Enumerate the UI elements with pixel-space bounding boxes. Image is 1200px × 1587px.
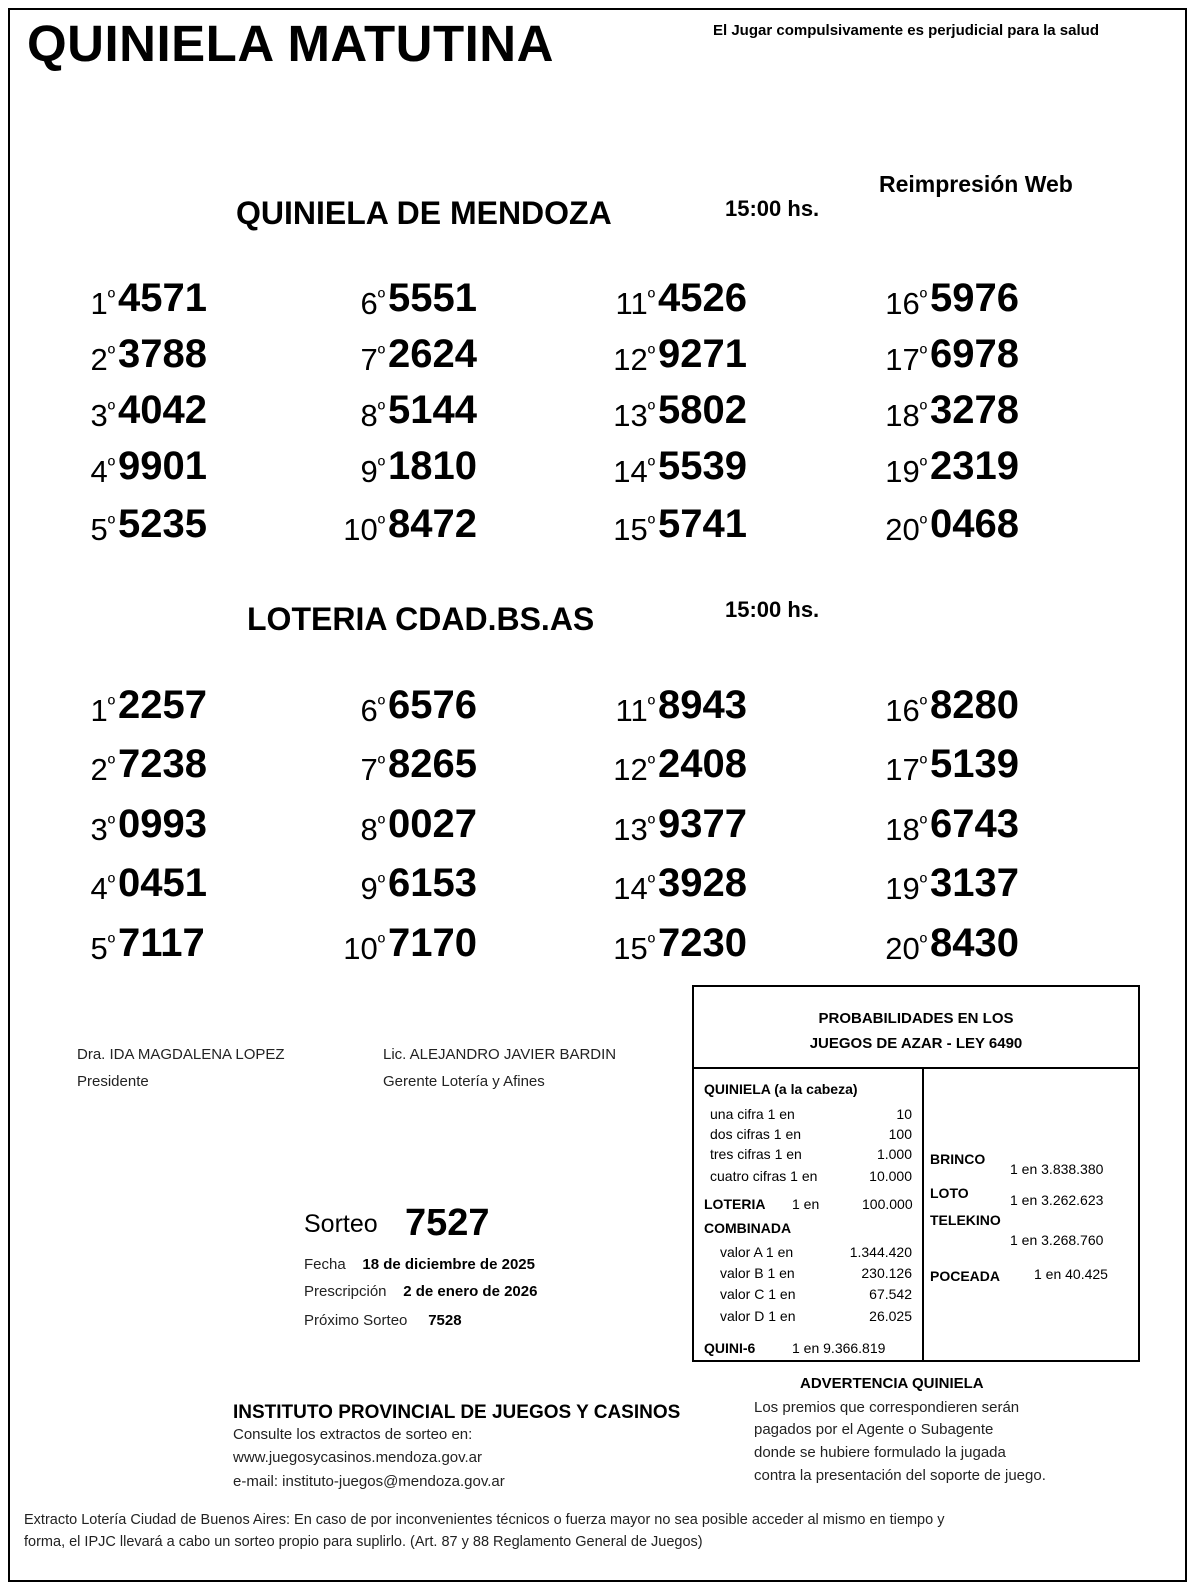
quini6-prob-value: 1 en 9.366.819	[792, 1340, 886, 1356]
fecha-label: Fecha	[304, 1256, 346, 1273]
quiniela-prob-title: QUINIELA (a la cabeza)	[704, 1081, 858, 1097]
mendoza-result-14	[600, 444, 760, 494]
bsas-result-14	[600, 861, 760, 911]
mendoza-result-17	[872, 332, 1032, 382]
quiniela-rows-value: 10.000	[869, 1168, 912, 1184]
result-position: $7^º$	[360, 342, 385, 377]
probabilities-left-panel	[692, 1067, 924, 1362]
result-position: $3^º$	[90, 812, 115, 847]
loteria-prob-label: LOTERIA	[704, 1196, 766, 1212]
result-position: $6^º$	[360, 286, 385, 321]
result-position: $14^º$	[613, 454, 655, 489]
sorteo-proximo	[304, 1312, 462, 1329]
result-position: $19^º$	[885, 871, 927, 906]
mendoza-result-2	[60, 332, 220, 382]
telekino-prob-value: 1 en 3.268.760	[1010, 1232, 1104, 1248]
mendoza-result-10	[330, 502, 490, 552]
result-position: $13^º$	[613, 812, 655, 847]
result-position: $6^º$	[360, 693, 385, 728]
result-position: $7^º$	[360, 752, 385, 787]
result-position: $5^º$	[90, 512, 115, 547]
mendoza-result-19	[872, 444, 1032, 494]
result-number: 9377	[658, 802, 747, 846]
bsas-title: LOTERIA CDAD.BS.AS	[247, 601, 595, 637]
signature-president	[77, 1041, 285, 1095]
sorteo-label: Sorteo	[304, 1210, 378, 1238]
mendoza-result-16	[872, 276, 1032, 326]
result-number: 8472	[388, 502, 477, 546]
result-position: $9^º$	[360, 454, 385, 489]
probabilities-title-1: PROBABILIDADES EN LOS	[818, 1010, 1014, 1027]
bsas-result-13	[600, 802, 760, 852]
bsas-result-7	[330, 742, 490, 792]
result-position: $16^º$	[885, 286, 927, 321]
mendoza-result-18	[872, 388, 1032, 438]
loto-prob-value: 1 en 3.262.623	[1010, 1192, 1104, 1208]
mendoza-result-7	[330, 332, 490, 382]
mendoza-result-15	[600, 502, 760, 552]
result-position: $20^º$	[885, 931, 927, 966]
result-position: $15^º$	[613, 512, 655, 547]
result-position: $1^º$	[90, 693, 115, 728]
result-number: 5235	[118, 502, 207, 546]
result-position: $12^º$	[613, 342, 655, 377]
mendoza-result-5	[60, 502, 220, 552]
bsas-result-16	[872, 683, 1032, 733]
signature-manager-role: Gerente Lotería y Afines	[383, 1073, 545, 1090]
result-number: 9901	[118, 444, 207, 488]
bsas-result-17	[872, 742, 1032, 792]
mendoza-result-9	[330, 444, 490, 494]
quini6-prob-label: QUINI-6	[704, 1340, 756, 1356]
result-number: 0027	[388, 802, 477, 846]
result-position: $17^º$	[885, 752, 927, 787]
probabilities-header	[692, 985, 1140, 1069]
institute-line-1: Consulte los extractos de sorteo en:	[233, 1426, 473, 1443]
quiniela-rows-label: dos cifras 1 en	[710, 1126, 802, 1142]
loto-prob-label: LOTO	[930, 1185, 969, 1201]
sorteo-prescripcion	[304, 1283, 537, 1300]
result-number: 3137	[930, 861, 1019, 905]
institute-website[interactable]: www.juegosycasinos.mendoza.gov.ar	[233, 1449, 483, 1466]
quiniela-rows-value: 100	[888, 1126, 912, 1142]
reprint-label: Reimpresión Web	[879, 171, 1073, 197]
result-position: $8^º$	[360, 812, 385, 847]
sorteo-number: 7527	[405, 1202, 490, 1244]
bsas-result-19	[872, 861, 1032, 911]
quiniela-rows-value: 10	[896, 1106, 912, 1122]
mendoza-result-4	[60, 444, 220, 494]
result-position: $11^º$	[615, 286, 655, 321]
bsas-result-20	[872, 921, 1032, 971]
result-position: $13^º$	[613, 398, 655, 433]
result-number: 8430	[930, 921, 1019, 965]
result-number: 0993	[118, 802, 207, 846]
result-number: 4526	[658, 276, 747, 320]
result-number: 4571	[118, 276, 207, 320]
result-position: $5^º$	[90, 931, 115, 966]
combinada-rows-value: 26.025	[869, 1308, 912, 1324]
result-position: $1^º$	[90, 286, 115, 321]
result-position: $4^º$	[90, 871, 115, 906]
page-title: QUINIELA MATUTINA	[27, 15, 554, 72]
quiniela-rows-label: tres cifras 1 en	[710, 1146, 802, 1162]
mendoza-result-3	[60, 388, 220, 438]
mendoza-result-13	[600, 388, 760, 438]
brinco-prob-value: 1 en 3.838.380	[1010, 1161, 1104, 1177]
result-position: $3^º$	[90, 398, 115, 433]
telekino-prob-label: TELEKINO	[930, 1212, 1001, 1228]
result-position: $10^º$	[343, 931, 385, 966]
result-number: 2624	[388, 332, 477, 376]
result-number: 5802	[658, 388, 747, 432]
combinada-rows-value: 1.344.420	[849, 1244, 912, 1260]
result-number: 5551	[388, 276, 477, 320]
proximo-value: 7528	[428, 1312, 462, 1329]
brinco-prob-label: BRINCO	[930, 1151, 986, 1167]
footer-line-1: Extracto Lotería Ciudad de Buenos Aires: En caso de por inconvenientes técnicos o fuerza mayor no sea posible acceder al mismo en tiempo y	[24, 1512, 945, 1528]
result-number: 3788	[118, 332, 207, 376]
bsas-result-4	[60, 861, 220, 911]
result-number: 5741	[658, 502, 747, 546]
mendoza-result-1	[60, 276, 220, 326]
result-number: 0468	[930, 502, 1019, 546]
mendoza-title: QUINIELA DE MENDOZA	[236, 195, 612, 231]
combinada-rows-label: valor C 1 en	[720, 1286, 796, 1302]
poceada-prob-label: POCEADA	[930, 1268, 1001, 1284]
bsas-result-12	[600, 742, 760, 792]
poceada-prob-value: 1 en 40.425	[1034, 1266, 1108, 1282]
result-number: 8943	[658, 683, 747, 727]
result-number: 5144	[388, 388, 477, 432]
result-number: 7117	[118, 921, 205, 965]
health-warning: El Jugar compulsivamente es perjudicial para la salud	[713, 22, 1099, 39]
result-position: $19^º$	[885, 454, 927, 489]
advertencia-line: donde se hubiere formulado la jugada	[754, 1444, 1006, 1461]
combinada-prob-title: COMBINADA	[704, 1220, 792, 1236]
fecha-value: 18 de diciembre de 2025	[362, 1256, 535, 1273]
result-number: 0451	[118, 861, 207, 905]
result-position: $17^º$	[885, 342, 927, 377]
result-number: 6743	[930, 802, 1019, 846]
combinada-rows-value: 230.126	[861, 1265, 912, 1281]
bsas-result-3	[60, 802, 220, 852]
result-position: $9^º$	[360, 871, 385, 906]
result-number: 3278	[930, 388, 1019, 432]
result-position: $15^º$	[613, 931, 655, 966]
bsas-result-9	[330, 861, 490, 911]
result-position: $11^º$	[615, 693, 655, 728]
result-position: $20^º$	[885, 512, 927, 547]
mendoza-result-11	[600, 276, 760, 326]
result-number: 9271	[658, 332, 747, 376]
advertencia-line: Los premios que correspondieren serán	[754, 1399, 1020, 1416]
bsas-time: 15:00 hs.	[725, 597, 820, 622]
bsas-result-6	[330, 683, 490, 733]
result-number: 3928	[658, 861, 747, 905]
result-position: $16^º$	[885, 693, 927, 728]
result-number: 8265	[388, 742, 477, 786]
result-number: 4042	[118, 388, 207, 432]
result-number: 8280	[930, 683, 1019, 727]
quiniela-rows-value: 1.000	[876, 1146, 912, 1162]
result-number: 7230	[658, 921, 747, 965]
bsas-result-1	[60, 683, 220, 733]
loteria-prob-value: 100.000	[862, 1196, 913, 1212]
combinada-rows-value: 67.542	[869, 1286, 912, 1302]
prescripcion-label: Prescripción	[304, 1283, 387, 1300]
result-number: 5139	[930, 742, 1019, 786]
signature-manager	[383, 1041, 616, 1095]
footer-line-2: forma, el IPJC llevará a cabo un sorteo propio para suplirlo. (Art. 87 y 88 Reglamento General de Juegos)	[24, 1534, 703, 1550]
sorteo-fecha	[304, 1256, 535, 1273]
bsas-result-10	[330, 921, 490, 971]
result-number: 5976	[930, 276, 1019, 320]
result-position: $18^º$	[885, 812, 927, 847]
result-position: $2^º$	[90, 752, 115, 787]
mendoza-time: 15:00 hs.	[725, 196, 820, 221]
quiniela-rows-label: una cifra 1 en	[710, 1106, 795, 1122]
advertencia-title: ADVERTENCIA QUINIELA	[800, 1375, 984, 1392]
institute-name: INSTITUTO PROVINCIAL DE JUEGOS Y CASINOS	[233, 1402, 681, 1423]
result-number: 5539	[658, 444, 747, 488]
result-number: 7238	[118, 742, 207, 786]
institute-email[interactable]: e-mail: instituto-juegos@mendoza.gov.ar	[233, 1473, 505, 1490]
advertencia-line: contra la presentación del soporte de juego.	[754, 1467, 1046, 1484]
result-number: 6153	[388, 861, 477, 905]
quiniela-rows-label: cuatro cifras 1 en	[710, 1168, 818, 1184]
result-position: $12^º$	[613, 752, 655, 787]
signature-president-role: Presidente	[77, 1073, 149, 1090]
result-position: $14^º$	[613, 871, 655, 906]
probabilities-title-2: JUEGOS DE AZAR - LEY 6490	[809, 1035, 1023, 1052]
signature-president-name: Dra. IDA MAGDALENA LOPEZ	[77, 1046, 285, 1063]
result-number: 2408	[658, 742, 747, 786]
combinada-rows-label: valor A 1 en	[720, 1244, 794, 1260]
loteria-prob-en: 1 en	[792, 1196, 820, 1212]
combinada-rows-label: valor D 1 en	[720, 1308, 796, 1324]
result-number: 1810	[388, 444, 477, 488]
mendoza-result-12	[600, 332, 760, 382]
probabilities-right-panel	[922, 1067, 1140, 1362]
bsas-result-8	[330, 802, 490, 852]
mendoza-result-8	[330, 388, 490, 438]
result-number: 6576	[388, 683, 477, 727]
mendoza-result-6	[330, 276, 490, 326]
result-position: $4^º$	[90, 454, 115, 489]
result-position: $2^º$	[90, 342, 115, 377]
result-position: $8^º$	[360, 398, 385, 433]
mendoza-result-20	[872, 502, 1032, 552]
result-position: $18^º$	[885, 398, 927, 433]
bsas-result-5	[60, 921, 220, 971]
prescripcion-value: 2 de enero de 2026	[403, 1283, 538, 1300]
proximo-label: Próximo Sorteo	[304, 1312, 408, 1329]
result-number: 2319	[930, 444, 1019, 488]
advertencia-line: pagados por el Agente o Subagente	[754, 1421, 994, 1438]
combinada-rows-label: valor B 1 en	[720, 1265, 795, 1281]
bsas-result-2	[60, 742, 220, 792]
result-number: 7170	[388, 921, 477, 965]
bsas-result-11	[600, 683, 760, 733]
result-number: 2257	[118, 683, 207, 727]
result-number: 6978	[930, 332, 1019, 376]
signature-manager-name: Lic. ALEJANDRO JAVIER BARDIN	[383, 1046, 617, 1063]
bsas-result-18	[872, 802, 1032, 852]
result-position: $10^º$	[343, 512, 385, 547]
bsas-result-15	[600, 921, 760, 971]
